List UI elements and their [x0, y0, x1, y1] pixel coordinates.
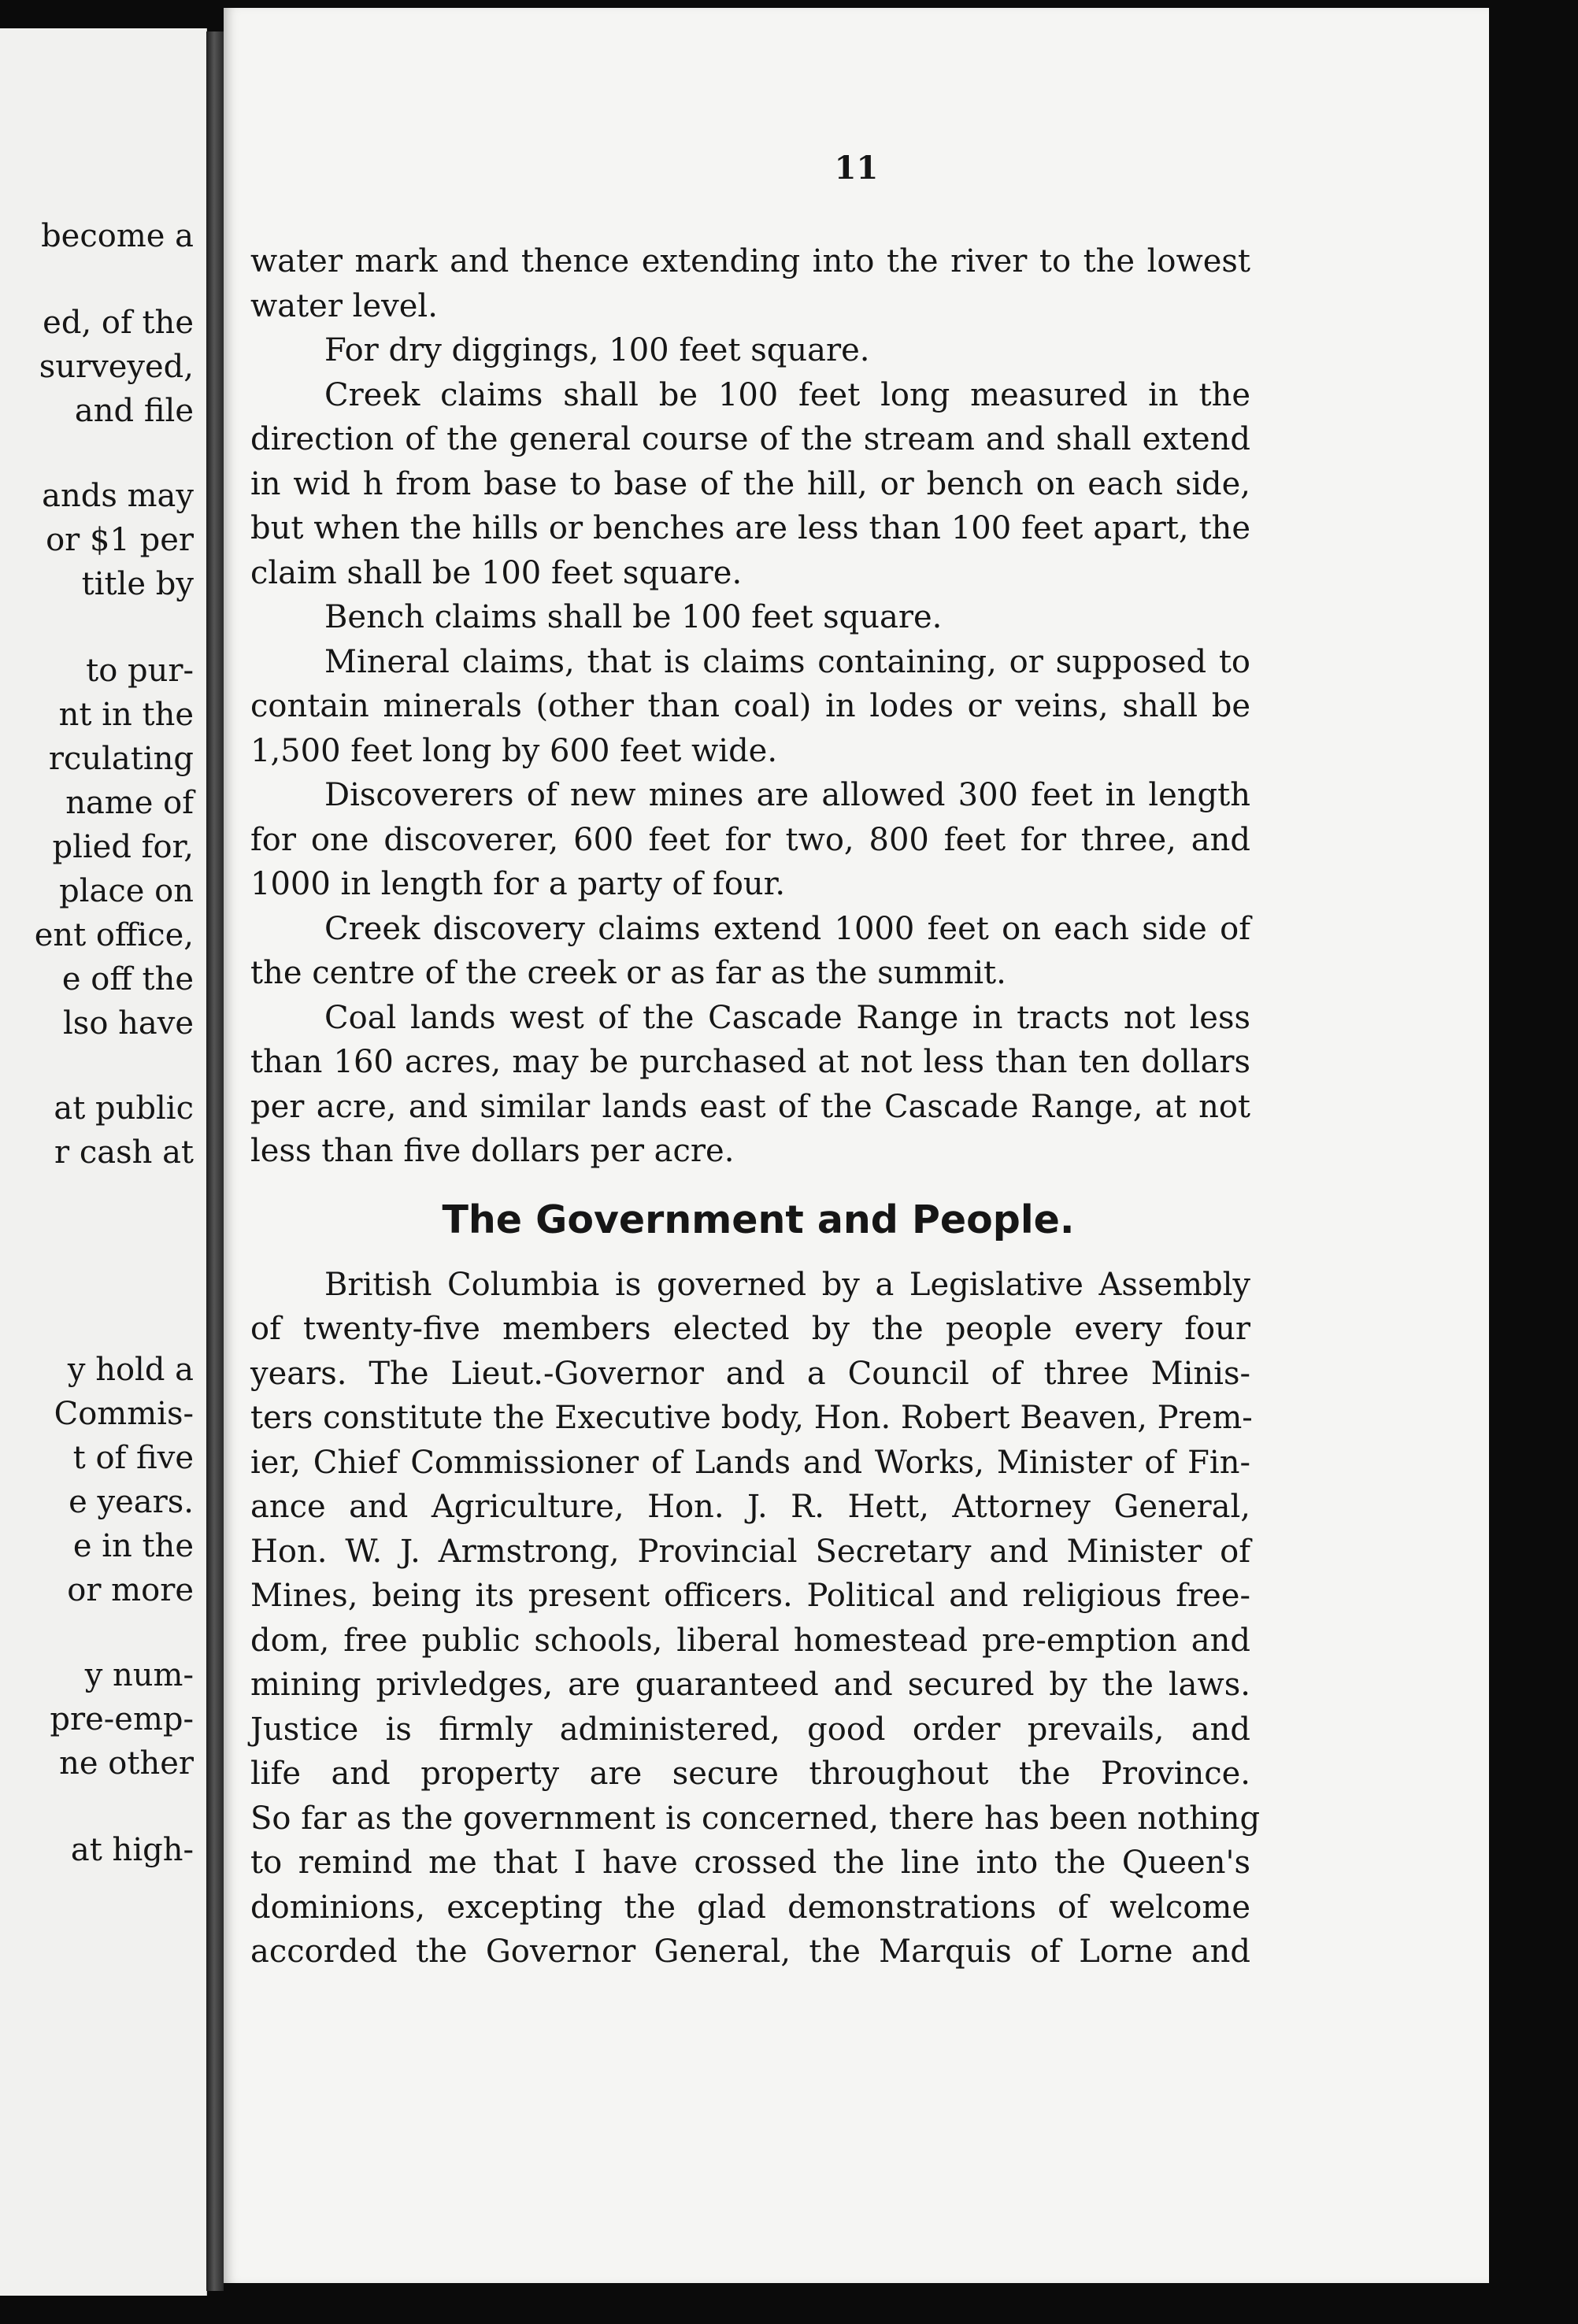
left-page-line: at high-: [70, 1832, 194, 1868]
text-line: Mineral claims, that is claims containing, or supposed to: [324, 644, 1250, 680]
text-line: water level.: [250, 288, 438, 324]
left-page-line: plied for,: [52, 829, 194, 865]
left-page-line: or more: [67, 1572, 194, 1608]
text-line: So far as the government is concerned, there has been nothing: [250, 1800, 1261, 1837]
text-line: British Columbia is governed by a Legislative Assembly: [324, 1267, 1250, 1303]
text-line: direction of the general course of the stream and shall extend: [250, 421, 1250, 457]
text-line: the centre of the creek or as far as the summit.: [250, 955, 1006, 991]
left-page-line: y hold a: [67, 1352, 194, 1388]
text-line: ters constitute the Executive body, Hon. Robert Beaven, Prem-: [250, 1400, 1253, 1436]
left-page-line: r cash at: [54, 1134, 194, 1171]
text-line: mining privledges, are guaranteed and secured by the laws.: [250, 1667, 1250, 1703]
text-line: Justice is firmly administered, good order prevails, and: [250, 1712, 1250, 1748]
book-gutter: [206, 31, 224, 2291]
left-page-line: e years.: [69, 1484, 194, 1520]
text-line: life and property are secure throughout the Province.: [250, 1756, 1250, 1792]
text-line: For dry diggings, 100 feet square.: [324, 332, 870, 368]
left-page-line: ands may: [42, 478, 194, 514]
text-line: dominions, excepting the glad demonstrations of welcome: [250, 1889, 1250, 1926]
text-line: 1,500 feet long by 600 feet wide.: [250, 733, 778, 769]
text-line: accorded the Governor General, the Marquis of Lorne and: [250, 1934, 1250, 1970]
left-page-line: ent office,: [34, 917, 194, 953]
left-page-line: e in the: [72, 1528, 194, 1564]
left-page-line: Commis-: [54, 1396, 194, 1432]
left-page-line: nt in the: [58, 697, 194, 733]
left-page-line: become a: [41, 218, 194, 254]
left-page-line: ed, of the: [43, 305, 194, 341]
text-line: of twenty-five members elected by the people every four: [250, 1311, 1250, 1347]
text-line: years. The Lieut.-Governor and a Council of three Minis-: [250, 1356, 1250, 1392]
text-line: 1000 in length for a party of four.: [250, 866, 786, 902]
text-line: contain minerals (other than coal) in lodes or veins, shall be: [250, 688, 1250, 724]
left-page-line: title by: [81, 566, 194, 602]
text-line: Bench claims shall be 100 feet square.: [324, 599, 943, 635]
text-line: water mark and thence extending into the river to the lowest: [250, 243, 1250, 279]
left-page-line: and file: [74, 393, 194, 429]
text-line: ier, Chief Commissioner of Lands and Works, Minister of Fin-: [250, 1445, 1250, 1481]
text-line: Coal lands west of the Cascade Range in tracts not less: [324, 1000, 1250, 1036]
text-line: Creek claims shall be 100 feet long measured in the: [324, 377, 1250, 413]
left-page-line: ne other: [59, 1745, 194, 1782]
text-line: ance and Agriculture, Hon. J. R. Hett, Attorney General,: [250, 1489, 1250, 1525]
left-page-line: y num-: [84, 1657, 194, 1693]
text-line: less than five dollars per acre.: [250, 1133, 735, 1169]
left-page-line: t of five: [72, 1440, 194, 1476]
left-page-line: rculating: [48, 741, 194, 777]
left-page: [0, 28, 207, 2296]
left-page-line: name of: [65, 785, 194, 821]
text-line: per acre, and similar lands east of the Cascade Range, at not: [250, 1089, 1250, 1125]
text-line: for one discoverer, 600 feet for two, 800 feet for three, and: [250, 822, 1250, 858]
left-page-line: place on: [59, 873, 194, 909]
text-line: but when the hills or benches are less than 100 feet apart, the: [250, 510, 1250, 546]
text-line: dom, free public schools, liberal homestead pre-emption and: [250, 1623, 1250, 1659]
left-page-line: e off the: [61, 961, 194, 997]
text-line: claim shall be 100 feet square.: [250, 555, 743, 591]
left-page-line: pre-emp-: [50, 1701, 194, 1737]
text-line: Hon. W. J. Armstrong, Provincial Secretary and Minister of: [250, 1534, 1250, 1570]
text-line: Mines, being its present officers. Political and religious free-: [250, 1578, 1250, 1614]
left-page-line: at public: [54, 1090, 194, 1127]
left-page-line: to pur-: [86, 653, 194, 689]
page-number: 11: [834, 150, 879, 187]
text-line: to remind me that I have crossed the line into the Queen's: [250, 1845, 1250, 1881]
text-line: Discoverers of new mines are allowed 300 feet in length: [324, 777, 1250, 813]
left-page-line: lso have: [63, 1005, 194, 1042]
section-heading: The Government and People.: [442, 1197, 1075, 1242]
text-line: than 160 acres, may be purchased at not less than ten dollars: [250, 1044, 1250, 1080]
text-line: Creek discovery claims extend 1000 feet on each side of: [324, 911, 1250, 947]
left-page-line: or $1 per: [46, 522, 194, 558]
left-page-line: surveyed,: [39, 349, 194, 385]
text-line: in wid h from base to base of the hill, or bench on each side,: [250, 466, 1250, 502]
right-page: [224, 8, 1489, 2283]
